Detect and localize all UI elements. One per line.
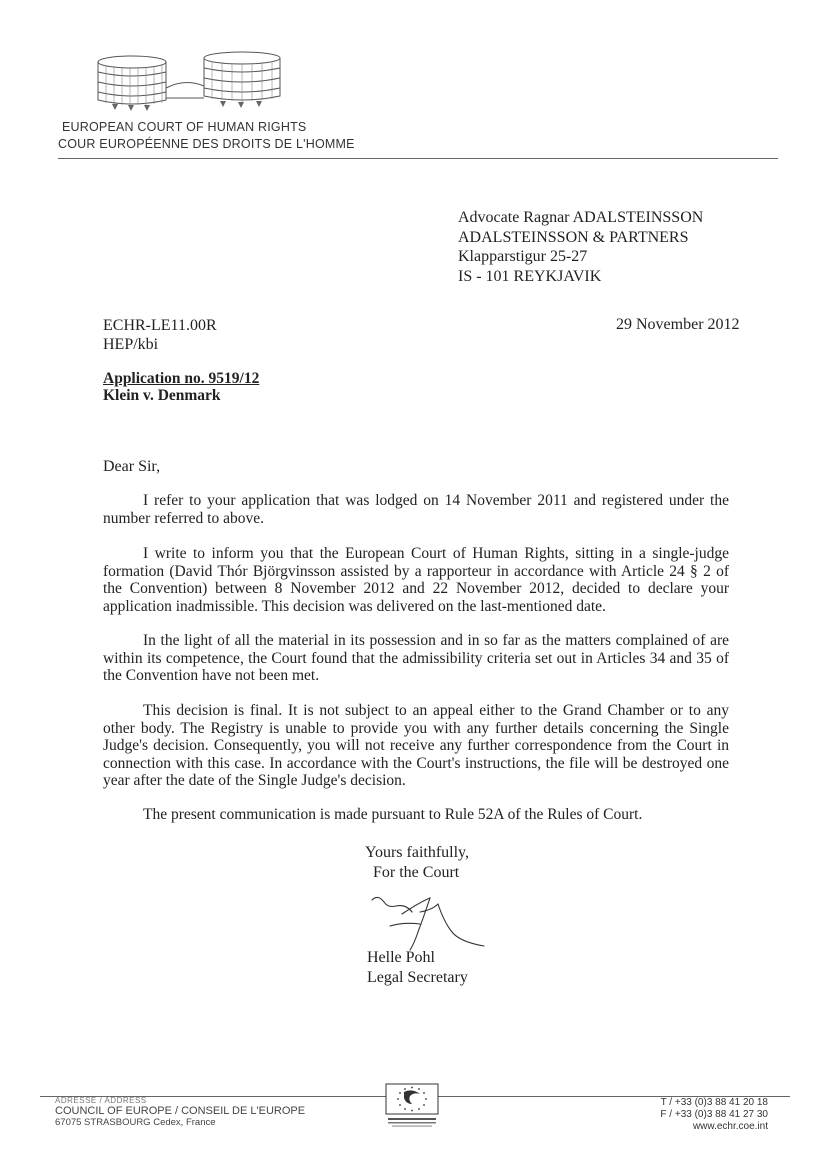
organisation-name: COUNCIL OF EUROPE / CONSEIL DE L'EUROPE [55,1105,306,1117]
signer-title: Legal Secretary [367,969,468,986]
court-name-fr: COUR EUROPÉENNE DES DROITS DE L'HOMME [58,137,355,151]
footer-address [55,1096,305,1128]
recipient-address [458,208,703,286]
body-paragraph: The present communication is made pursuant to Rule 52A of the Rules of Court. [143,806,643,823]
header-divider [58,158,778,159]
subject-block [103,370,259,404]
body-paragraph: I refer to your application that was lodged on 14 November 2011 and registered under the number referred to above. [103,492,729,527]
fax-number: F / +33 (0)3 88 41 27 30 [660,1109,768,1120]
body-paragraph: I write to inform you that the European Court of Human Rights, sitting in a single-judge formation (David Thór Björgvinsson assisted by a rapporteur in accordance with Article 24 § 2 of the Convention) between 8 November 2012 and 22 November 2012, decided to declare your application inadmissible. This decision was delivered on the last-mentioned date. [103,545,729,615]
closing-block [365,843,469,883]
address-label: ADRESSE / ADDRESS [55,1096,147,1105]
reference-initials: HEP/kbi [103,336,159,353]
recipient-line: Advocate Ragnar ADALSTEINSSON [458,209,704,226]
court-building-icon [92,48,292,118]
body-paragraph: In the light of all the material in its possession and in so far as the matters complained of are within its competence, the Court found that the admissibility criteria set out in Articles 34 and 35 of the Convention have not been met. [103,632,729,684]
letter-date: 29 November 2012 [616,316,740,333]
handwritten-signature [360,892,500,952]
application-number: Application no. 9519/12 [103,370,260,387]
case-name: Klein v. Denmark [103,387,221,404]
signer-name: Helle Pohl [367,949,435,966]
court-name-en: EUROPEAN COURT OF HUMAN RIGHTS [62,120,307,134]
organisation-city: 67075 STRASBOURG Cedex, France [55,1117,216,1128]
recipient-line: ADALSTEINSSON & PARTNERS [458,228,689,246]
body-paragraph: This decision is final. It is not subject to an appeal either to the Grand Chamber or to any other body. The Registry is unable to provide you with any further details concerning the Single Judge's decision. Consequently, you will not receive any further correspondence from the Court in connection with this case. In accordance with the Court's instructions, the file will be destroyed one year after the date of the Single Judge's decision. [103,702,729,789]
website-link[interactable]: www.echr.coe.int [692,1121,768,1132]
phone-number: T / +33 (0)3 88 41 20 18 [660,1097,768,1108]
salutation: Dear Sir, [103,458,161,475]
closing-line: For the Court [373,864,460,881]
signer-block [367,948,468,988]
footer-contact [640,1097,768,1133]
reference-code: ECHR-LE11.00R [103,317,217,334]
closing-line: Yours faithfully, [365,844,470,861]
reference-block [103,316,217,354]
recipient-line: Klapparstigur 25-27 [458,248,588,265]
recipient-line: IS - 101 REYKJAVIK [458,267,602,285]
council-of-europe-logo-icon [382,1082,442,1130]
